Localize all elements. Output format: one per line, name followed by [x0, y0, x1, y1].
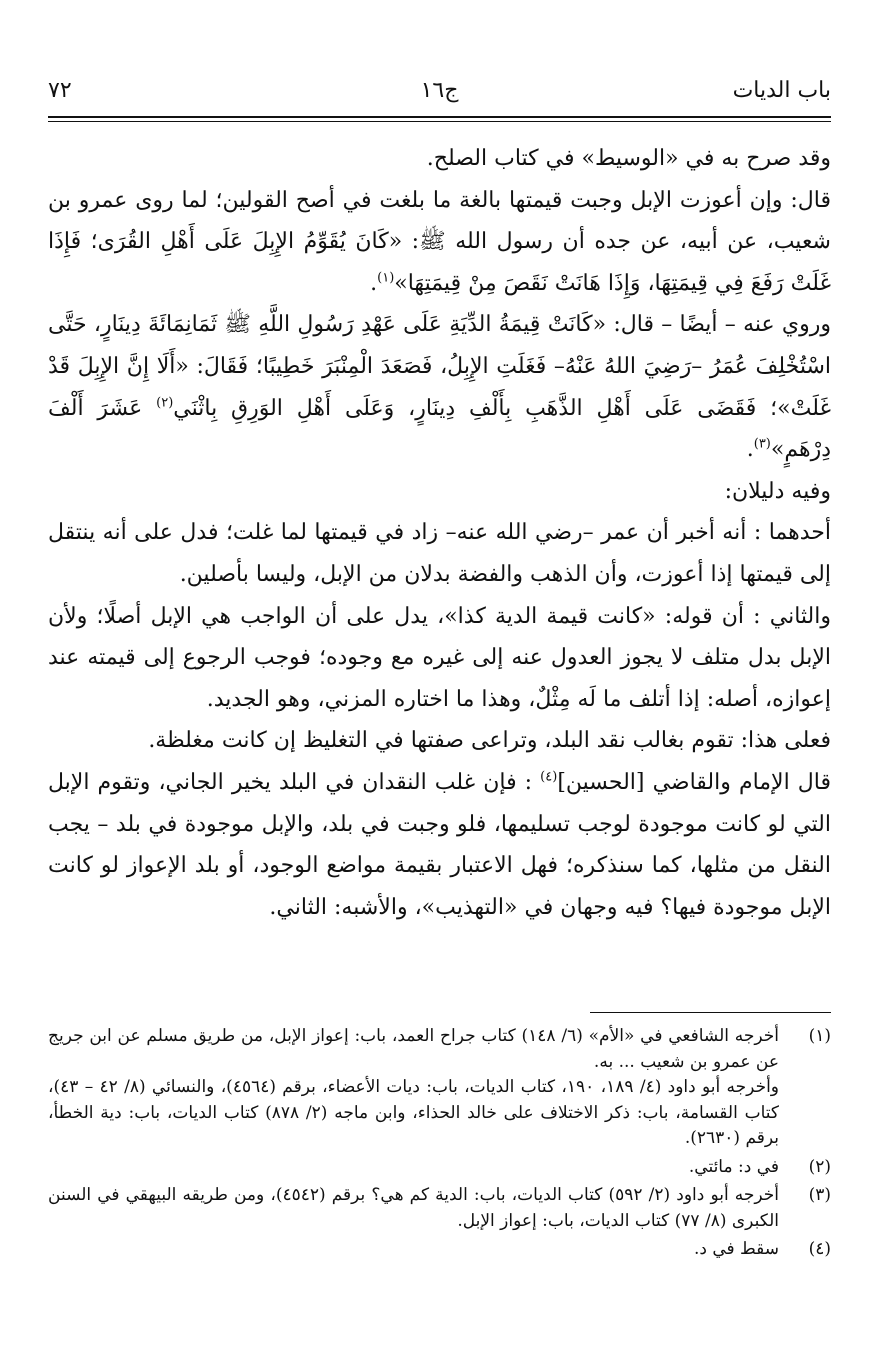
- paragraph-8-text: قال الإمام والقاضي [الحسين]: [557, 769, 831, 795]
- footnote-4: [48, 1237, 831, 1263]
- paragraph-1: وقد صرح به في «الوسيط» في كتاب الصلح.: [426, 146, 831, 171]
- header-rule-thick: [48, 116, 831, 118]
- footnote-text: [48, 1024, 779, 1152]
- footnote-ref-4[interactable]: (٤): [540, 769, 558, 785]
- paragraph-6: والثاني : أن قوله: «كانت قيمة الدية كذا»، يدل على أن الواجب هي الإبل أصلًا؛ ولأن الإبل بدل متلف لا يجوز العدول عنه إلى غيره مع وجوده؛ فوجب الرجوع إلى قيمته عند إعوازه، أصله: إذا أتلف ما لَه مِثْلٌ، وهذا ما اختاره المزني، وهو الجديد.: [48, 603, 831, 712]
- paragraph-3-text-cont: عَشَرَ أَلْفَ دِرْهَمٍ»: [48, 395, 831, 463]
- footnote-line: في د: مائتي.: [688, 1156, 779, 1177]
- main-text: [48, 138, 831, 928]
- footnote-line: وأخرجه أبو داود (٤/ ١٨٩، ١٩٠، كتاب الديات، باب: ديات الأعضاء، برقم (٤٥٦٤)، والنسائي (٨/ ٤٢ – ٤٣)، كتاب القسامة، باب: ذكر الاختلاف على خالد الحذاء، وابن ماجه (٢/ ٨٧٨) كتاب الديات، باب: دية الخطأ، برقم (٢٦٣٠).: [48, 1077, 780, 1148]
- footnote-text: [48, 1155, 779, 1181]
- footnote-ref-1[interactable]: (١): [377, 270, 395, 286]
- running-header: [48, 70, 831, 110]
- footnote-text: [48, 1183, 779, 1234]
- paragraph-5: أحدهما : أنه أخبر أن عمر –رضي الله عنه– زاد في قيمتها لما غلت؛ فدل على أنه ينتقل إلى قيمتها إذا أعوزت، وأن الذهب والفضة بدلان من الإبل، وليسا بأصلين.: [48, 520, 831, 587]
- footnote-number: (٤): [808, 1239, 831, 1259]
- footnote-3: [48, 1183, 831, 1234]
- paragraph-2: [48, 180, 831, 305]
- footnote-ref-3[interactable]: (٣): [753, 436, 771, 452]
- paragraph-3-end: .: [746, 437, 754, 463]
- paragraph-2-end: .: [370, 270, 378, 296]
- footnote-number: (١): [808, 1026, 831, 1046]
- footnote-1: [48, 1024, 831, 1152]
- volume-label: ج١٦: [420, 78, 459, 103]
- page-number: ٧٢: [48, 78, 72, 103]
- footnote-number: (٢): [808, 1156, 831, 1177]
- paragraph-7: فعلى هذا: تقوم بغالب نقد البلد، وتراعى صفتها في التغليظ إن كانت مغلظة.: [148, 728, 831, 754]
- paragraph-4: وفيه دليلان:: [724, 478, 831, 504]
- chapter-title: باب الديات: [732, 78, 831, 103]
- paragraph-8-text-cont: : فإن غلب النقدان في البلد يخير الجاني، وتقوم الإبل التي لو كانت موجودة لوجب تسليمها، فلو وجبت في بلد، والإبل موجودة في بلد – يجب النقل من مثلها، كما سنذكره؛ فهل الاعتبار بقيمة مواضع الوجود، أو بلد الإعواز لو كانت الإبل موجودة فيها؟ فيه وجهان في «التهذيب»، والأشبه: الثاني.: [48, 769, 831, 920]
- paragraph-3: [48, 304, 831, 470]
- footnote-line: أخرجه الشافعي في «الأم» (٦/ ١٤٨) كتاب جراح العمد، باب: إعواز الإبل، من طريق مسلم عن ابن جريج عن عمرو بن شعيب ... به.: [48, 1026, 779, 1072]
- footnote-separator: [590, 1012, 831, 1013]
- footnote-line: أخرجه أبو داود (٢/ ٥٩٢) كتاب الديات، باب: الدية كم هي؟ برقم (٤٥٤٢)، ومن طريقه البيهقي في السنن الكبرى (٨/ ٧٧) كتاب الديات، باب: إعواز الإبل.: [48, 1185, 780, 1231]
- footnotes: [48, 1024, 831, 1263]
- footnote-line: سقط في د.: [693, 1239, 779, 1259]
- footnote-2: [48, 1155, 831, 1181]
- footnote-text: [48, 1237, 779, 1263]
- header-rule-thin: [48, 121, 831, 122]
- footnote-ref-2[interactable]: (٢): [156, 395, 174, 411]
- paragraph-2-text: قال: وإن أعوزت الإبل وجبت قيمتها بالغة ما بلغت في أصح القولين؛ لما روى عمرو بن شعيب، عن أبيه، عن جده أن رسول الله ﷺ: «كَانَ يُقَوِّمُ الإِبِلَ عَلَى أَهْلِ القُرَى؛ فَإِذَا غَلَتْ رَفَعَ فِي قِيمَتِهَا، وَإِذَا هَانَتْ نَقَصَ مِنْ قِيمَتِهَا»: [48, 187, 831, 296]
- paragraph-8: [48, 762, 831, 928]
- paragraph-3-text: وروي عنه – أيضًا – قال: «كَانَتْ قِيمَةُ الدِّيَةِ عَلَى عَهْدِ رَسُولِ اللَّهِ ﷺ ثَمَانِمَائَةَ دِينَارٍ، حَتَّى اسْتُخْلِفَ عُمَرُ –رَضِيَ اللهُ عَنْهُ– فَغَلَتِ الإِبِلُ، فَصَعَدَ الْمِنْبَرَ خَطِيبًا؛ فَقَالَ: «أَلَا إِنَّ الإِبِلَ قَدْ غَلَتْ»؛ فَقَضَى عَلَى أَهْلِ الذَّهَبِ بِأَلْفِ دِينَارٍ، وَعَلَى أَهْلِ الوَرِقِ بِاثْنَي: [48, 312, 831, 421]
- footnote-number: (٣): [808, 1185, 831, 1205]
